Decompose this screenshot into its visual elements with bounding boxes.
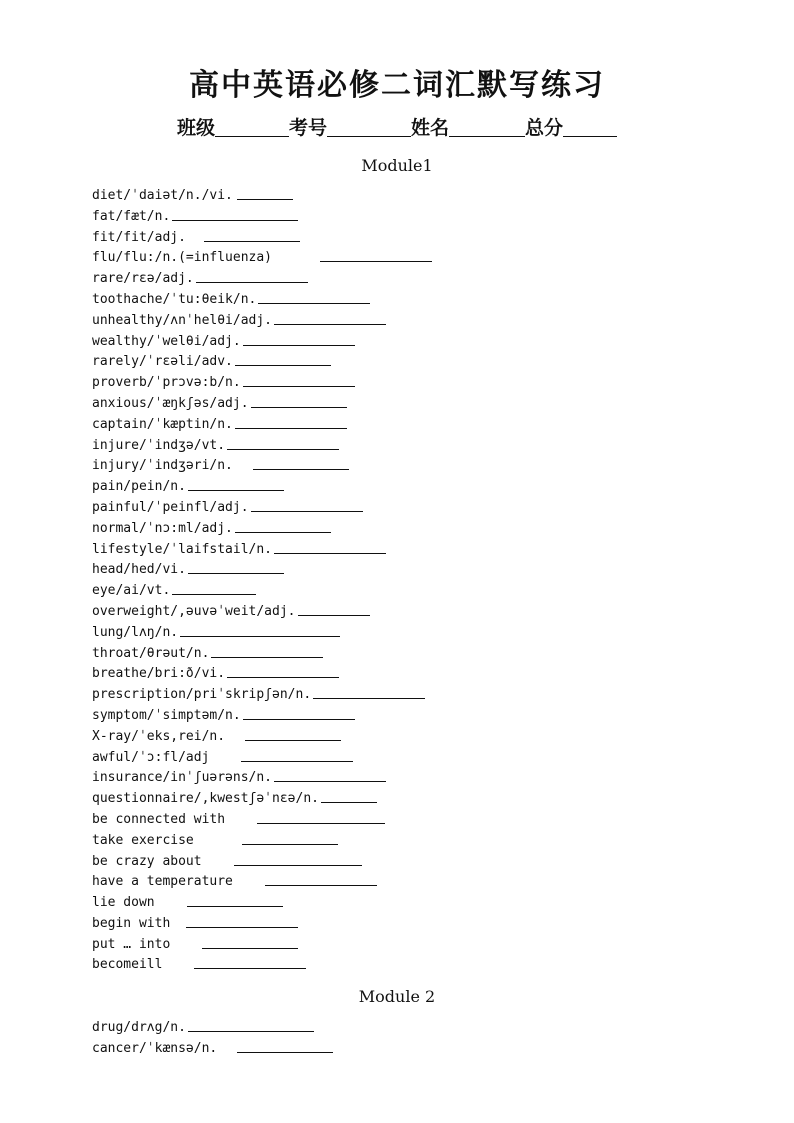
vocab-item [92, 207, 432, 228]
vocab-entry: proverb/ˈprɔvə:b/n. [92, 375, 241, 391]
vocab-entry: toothache/ˈtu:θeik/n. [92, 291, 257, 307]
exam-no-label: 考号 [288, 117, 327, 139]
vocab-item [92, 852, 432, 873]
answer-blank[interactable] [187, 893, 283, 907]
vocab-item [92, 311, 432, 332]
vocab-entry: lifestyle/ˈlaifstail/n. [92, 541, 273, 557]
vocab-entry: rarely/ˈrɛəli/adv. [92, 354, 233, 370]
answer-blank[interactable] [196, 269, 308, 283]
answer-blank[interactable] [211, 644, 323, 658]
answer-blank[interactable] [243, 332, 355, 346]
vocab-item [92, 914, 432, 935]
answer-blank[interactable] [237, 1039, 333, 1053]
vocab-entry: fat/fæt/n. [92, 208, 171, 224]
vocab-item [92, 810, 432, 831]
answer-blank[interactable] [274, 540, 386, 554]
vocab-entry: be crazy about [92, 853, 202, 869]
answer-blank[interactable] [188, 477, 284, 491]
vocab-entry: eye/ai/vt. [92, 583, 171, 599]
student-info-line [0, 113, 794, 140]
answer-blank[interactable] [227, 436, 339, 450]
vocab-item [92, 498, 432, 519]
vocab-item [92, 685, 432, 706]
vocab-item [92, 540, 432, 561]
vocab-item [92, 623, 432, 644]
answer-blank[interactable] [257, 810, 385, 824]
vocab-entry: insurance/inˈʃuərəns/n. [92, 770, 273, 786]
answer-blank[interactable] [274, 768, 386, 782]
vocab-entry: diet/ˈdaiət/n./vi. [92, 188, 233, 203]
answer-blank[interactable] [172, 207, 298, 221]
answer-blank[interactable] [172, 581, 256, 595]
answer-blank[interactable] [245, 727, 341, 741]
exam-no-blank[interactable] [327, 118, 411, 137]
vocab-entry: breathe/bri:ð/vi. [92, 666, 226, 682]
vocab-item [92, 1018, 333, 1039]
vocab-entry: prescription/priˈskripʃən/n. [92, 687, 312, 703]
vocab-item [92, 436, 432, 457]
vocab-item [92, 373, 432, 394]
answer-blank[interactable] [235, 519, 331, 533]
score-blank[interactable] [563, 118, 617, 137]
name-label: 姓名 [411, 117, 450, 139]
vocab-entry: anxious/ˈæŋkʃəs/adj. [92, 395, 249, 411]
vocab-entry: wealthy/ˈwelθi/adj. [92, 333, 241, 349]
vocab-entry: injure/ˈindʒə/vt. [92, 437, 226, 453]
answer-blank[interactable] [204, 228, 300, 242]
vocab-entry: lie down [92, 895, 155, 911]
answer-blank[interactable] [320, 248, 432, 262]
answer-blank[interactable] [265, 872, 377, 886]
vocab-item [92, 872, 432, 893]
answer-blank[interactable] [243, 373, 355, 387]
answer-blank[interactable] [202, 935, 298, 949]
module2-heading: Module 2 [358, 987, 436, 1006]
vocab-item [92, 602, 432, 623]
answer-blank[interactable] [235, 352, 331, 366]
vocab-entry: head/hed/vi. [92, 562, 186, 578]
vocab-item [92, 269, 432, 290]
module1-vocab-list [92, 186, 432, 976]
vocab-item [92, 748, 432, 769]
vocab-entry: lung/lʌŋ/n. [92, 624, 179, 640]
answer-blank[interactable] [186, 914, 298, 928]
module2-vocab-list [92, 1018, 333, 1060]
answer-blank[interactable] [274, 311, 386, 325]
vocab-item [92, 935, 432, 956]
vocab-item [92, 768, 432, 789]
vocab-entry: fit/fit/adj. [92, 229, 186, 245]
vocab-entry: begin with [92, 915, 171, 931]
vocab-item [92, 581, 432, 602]
answer-blank[interactable] [243, 706, 355, 720]
vocab-item [92, 519, 432, 540]
vocab-entry: unhealthy/ʌnˈhelθi/adj. [92, 312, 273, 328]
vocab-item [92, 560, 432, 581]
vocab-entry: cancer/ˈkænsə/n. [92, 1040, 218, 1056]
vocab-entry: symptom/ˈsimptəm/n. [92, 707, 241, 723]
vocab-item [92, 893, 432, 914]
vocab-item [92, 664, 432, 685]
vocab-entry: throat/θrəut/n. [92, 645, 210, 661]
answer-blank[interactable] [194, 955, 306, 969]
vocab-item [92, 955, 432, 976]
vocab-item [92, 1039, 333, 1060]
vocab-item [92, 186, 432, 207]
vocab-entry: flu/flu:/n.(=influenza) [92, 250, 273, 266]
vocab-entry: captain/ˈkæptin/n. [92, 416, 233, 432]
vocab-item [92, 831, 432, 852]
vocab-entry: injury/ˈindʒəri/n. [92, 458, 233, 474]
answer-blank[interactable] [180, 623, 340, 637]
vocab-item [92, 352, 432, 373]
answer-blank[interactable] [251, 394, 347, 408]
score-label: 总分 [525, 117, 564, 139]
class-label: 班级 [176, 117, 215, 139]
answer-blank[interactable] [242, 831, 338, 845]
vocab-item [92, 644, 432, 665]
vocab-item [92, 394, 432, 415]
answer-blank[interactable] [241, 748, 353, 762]
class-blank[interactable] [215, 118, 289, 137]
name-blank[interactable] [449, 118, 525, 137]
answer-blank[interactable] [321, 789, 377, 803]
answer-blank[interactable] [234, 852, 362, 866]
answer-blank[interactable] [258, 290, 370, 304]
vocab-item [92, 332, 432, 353]
vocab-entry: X-ray/ˈeks,rei/n. [92, 728, 226, 744]
vocab-entry: questionnaire/,kwestʃəˈnɛə/n. [92, 791, 319, 807]
vocab-entry: rare/rɛə/adj. [92, 271, 194, 287]
vocab-entry: overweight/,əuvəˈweit/adj. [92, 603, 296, 619]
vocab-item [92, 789, 432, 810]
vocab-item [92, 290, 432, 311]
answer-blank[interactable] [298, 602, 370, 616]
vocab-entry: be connected with [92, 811, 226, 827]
vocab-entry: drug/drʌg/n. [92, 1020, 186, 1035]
vocab-entry: take exercise [92, 832, 194, 848]
vocab-entry: put … into [92, 936, 171, 952]
answer-blank[interactable] [188, 560, 284, 574]
answer-blank[interactable] [253, 456, 349, 470]
worksheet-title: 高中英语必修二词汇默写练习 [189, 68, 605, 103]
vocab-item [92, 248, 432, 269]
vocab-entry: pain/pein/n. [92, 479, 186, 495]
vocab-entry: becomeill [92, 957, 163, 973]
answer-blank[interactable] [188, 1018, 314, 1032]
vocab-entry: awful/ˈɔ:fl/adj [92, 749, 210, 765]
vocab-item [92, 477, 432, 498]
answer-blank[interactable] [227, 664, 339, 678]
vocab-item [92, 415, 432, 436]
vocab-item [92, 456, 432, 477]
vocab-entry: painful/ˈpeinfl/adj. [92, 499, 249, 515]
answer-blank[interactable] [251, 498, 363, 512]
module1-heading: Module1 [361, 156, 433, 175]
vocab-entry: have a temperature [92, 874, 233, 890]
vocab-item [92, 727, 432, 748]
answer-blank[interactable] [237, 186, 293, 200]
vocab-entry: normal/ˈnɔ:ml/adj. [92, 520, 233, 536]
vocab-item [92, 228, 432, 249]
answer-blank[interactable] [313, 685, 425, 699]
answer-blank[interactable] [235, 415, 347, 429]
vocab-item [92, 706, 432, 727]
